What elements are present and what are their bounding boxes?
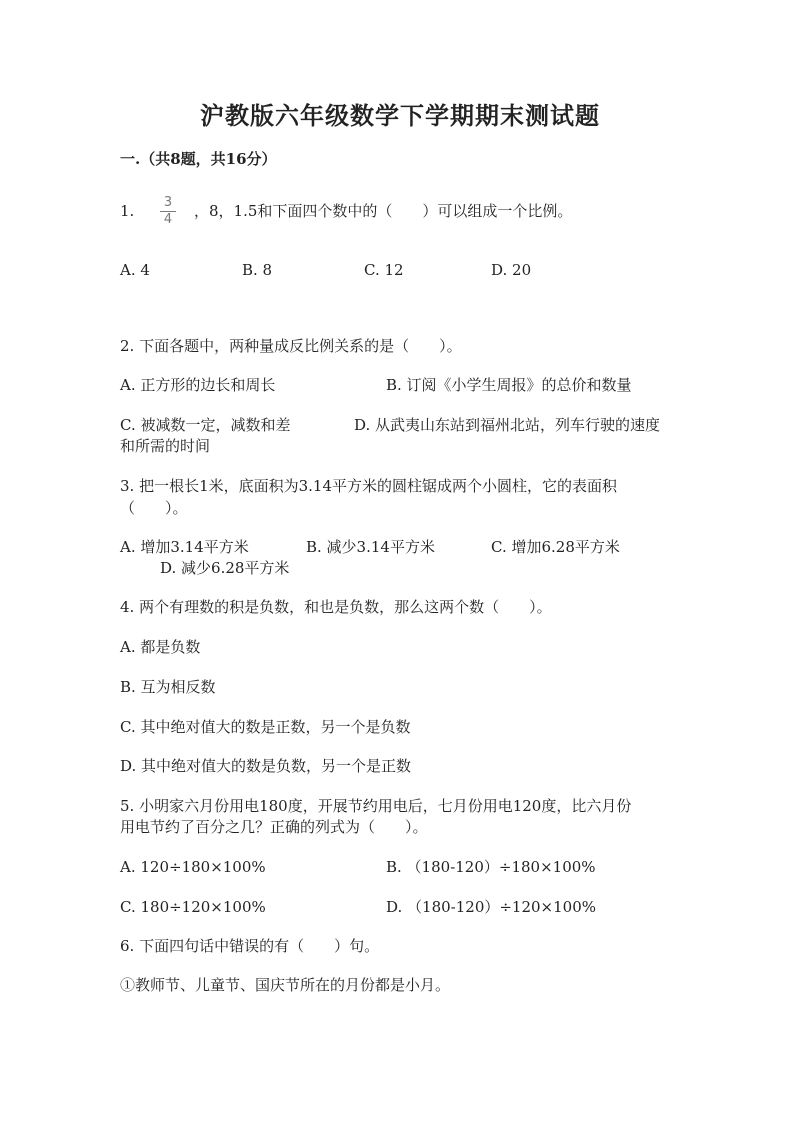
q1-fraction-denominator: 4 bbox=[163, 212, 173, 227]
q2-option-d-continued: 和所需的时间 bbox=[120, 437, 211, 455]
q6-text: 6. 下面四句话中错误的有（ ）句。 bbox=[120, 937, 380, 955]
q1-option-a: A. 4 bbox=[120, 261, 150, 279]
q4-text: 4. 两个有理数的积是负数，和也是负数，那么这两个数（ ）。 bbox=[120, 598, 552, 616]
q5-option-b: B. （180-120）÷180×100% bbox=[386, 858, 596, 876]
q2-text: 2. 下面各题中，两种量成反比例关系的是（ ）。 bbox=[120, 337, 462, 355]
q5-option-a: A. 120÷180×100% bbox=[120, 858, 266, 876]
q3-text-line1: 3. 把一根长1米，底面积为3.14平方米的圆柱锯成两个小圆柱，它的表面积 bbox=[120, 477, 618, 495]
page-title: 沪教版六年级数学下学期期末测试题 bbox=[200, 101, 600, 130]
q2-option-b: B. 订阅《小学生周报》的总价和数量 bbox=[386, 376, 632, 394]
q1-option-d: D. 20 bbox=[491, 261, 532, 279]
q1-number: 1. bbox=[120, 202, 135, 220]
q3-text-line2: （ ）。 bbox=[120, 499, 188, 517]
q6-item-1: ①教师节、儿童节、国庆节所在的月份都是小月。 bbox=[120, 976, 451, 994]
q3-option-d: D. 减少6.28平方米 bbox=[160, 559, 290, 577]
q5-option-d: D. （180-120）÷120×100% bbox=[386, 898, 597, 916]
q1-option-c: C. 12 bbox=[364, 261, 404, 279]
q3-option-b: B. 减少3.14平方米 bbox=[306, 538, 435, 556]
q1-fraction bbox=[160, 196, 176, 227]
q2-option-c: C. 被减数一定，减数和差 bbox=[120, 416, 291, 434]
q4-option-a: A. 都是负数 bbox=[120, 638, 201, 656]
section-heading: 一.（共8题，共16分） bbox=[120, 150, 277, 168]
q4-option-c: C. 其中绝对值大的数是正数，另一个是负数 bbox=[120, 718, 411, 736]
q5-text-line2: 用电节约了百分之几？正确的列式为（ ）。 bbox=[120, 818, 428, 836]
q3-option-c: C. 增加6.28平方米 bbox=[491, 538, 620, 556]
q3-option-a: A. 增加3.14平方米 bbox=[120, 538, 249, 556]
q1-option-b: B. 8 bbox=[242, 261, 273, 279]
q2-option-d: D. 从武夷山东站到福州北站，列车行驶的速度 bbox=[354, 416, 661, 434]
q5-option-c: C. 180÷120×100% bbox=[120, 898, 266, 916]
q4-option-b: B. 互为相反数 bbox=[120, 678, 216, 696]
q1-text: ，8，1.5和下面四个数中的（ ）可以组成一个比例。 bbox=[194, 202, 573, 220]
q2-option-a: A. 正方形的边长和周长 bbox=[120, 376, 276, 394]
q1-fraction-numerator: 3 bbox=[163, 195, 173, 210]
q5-text-line1: 5. 小明家六月份用电180度，开展节约用电后，七月份用电120度，比六月份 bbox=[120, 797, 632, 815]
q4-option-d: D. 其中绝对值大的数是负数，另一个是正数 bbox=[120, 757, 412, 775]
